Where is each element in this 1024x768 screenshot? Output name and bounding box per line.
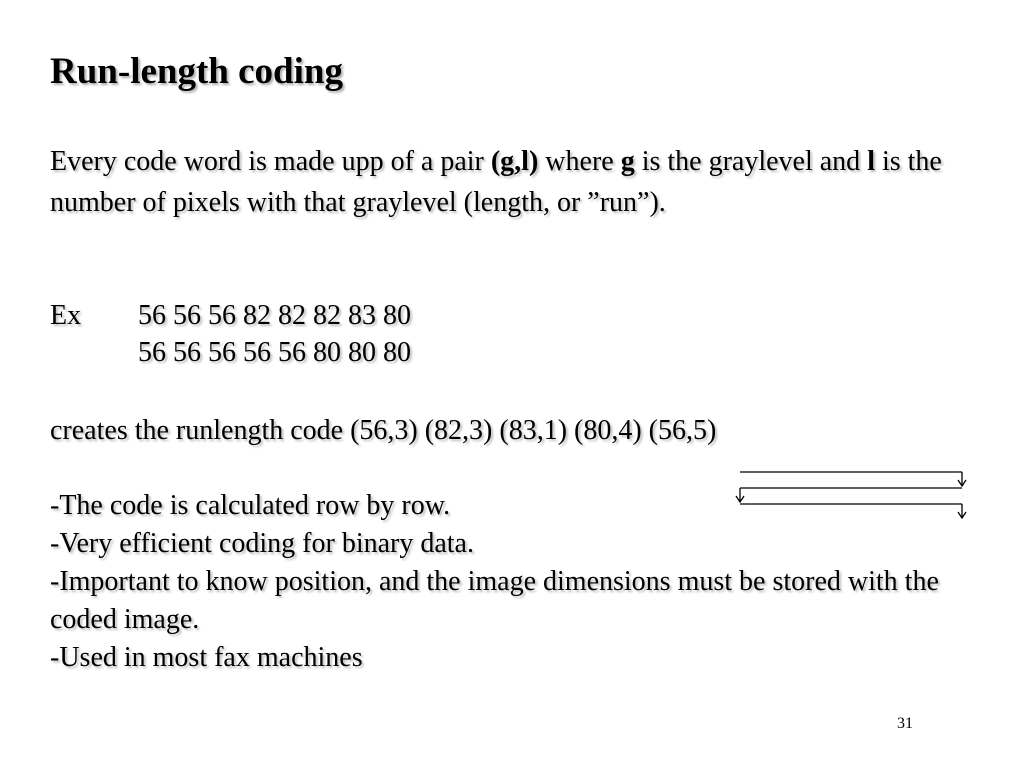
- intro-text-2: where: [538, 146, 621, 177]
- intro-paragraph: [50, 141, 1010, 223]
- runlength-code-line: creates the runlength code (56,3) (82,3) (83,1) (80,4) (56,5): [50, 415, 717, 446]
- pair-term: (g,l): [490, 146, 539, 177]
- bullet-list: [50, 487, 1010, 677]
- example-row-1: 56 56 56 82 82 82 83 80: [138, 300, 411, 331]
- graylevel-term: g: [620, 146, 635, 177]
- bullet-item: -Important to know position, and the image dimensions must be stored with the coded image.: [50, 566, 939, 635]
- intro-text-3: is the graylevel and: [634, 146, 868, 177]
- bullet-item: -Very efficient coding for binary data.: [50, 528, 474, 559]
- example-label: Ex: [50, 300, 82, 331]
- slide-title: Run-length coding: [50, 51, 343, 92]
- example-row-2: 56 56 56 56 56 80 80 80: [138, 337, 411, 368]
- length-term: l: [867, 146, 875, 177]
- intro-text-1: Every code word is made upp of a pair: [50, 146, 491, 177]
- bullet-item: -The code is calculated row by row.: [50, 490, 451, 521]
- intro-text-4: is the number of pixels with that graylevel (length, or ”run”).: [50, 146, 942, 218]
- bullet-item: -Used in most fax machines: [50, 642, 363, 673]
- page-number: 31: [897, 715, 913, 732]
